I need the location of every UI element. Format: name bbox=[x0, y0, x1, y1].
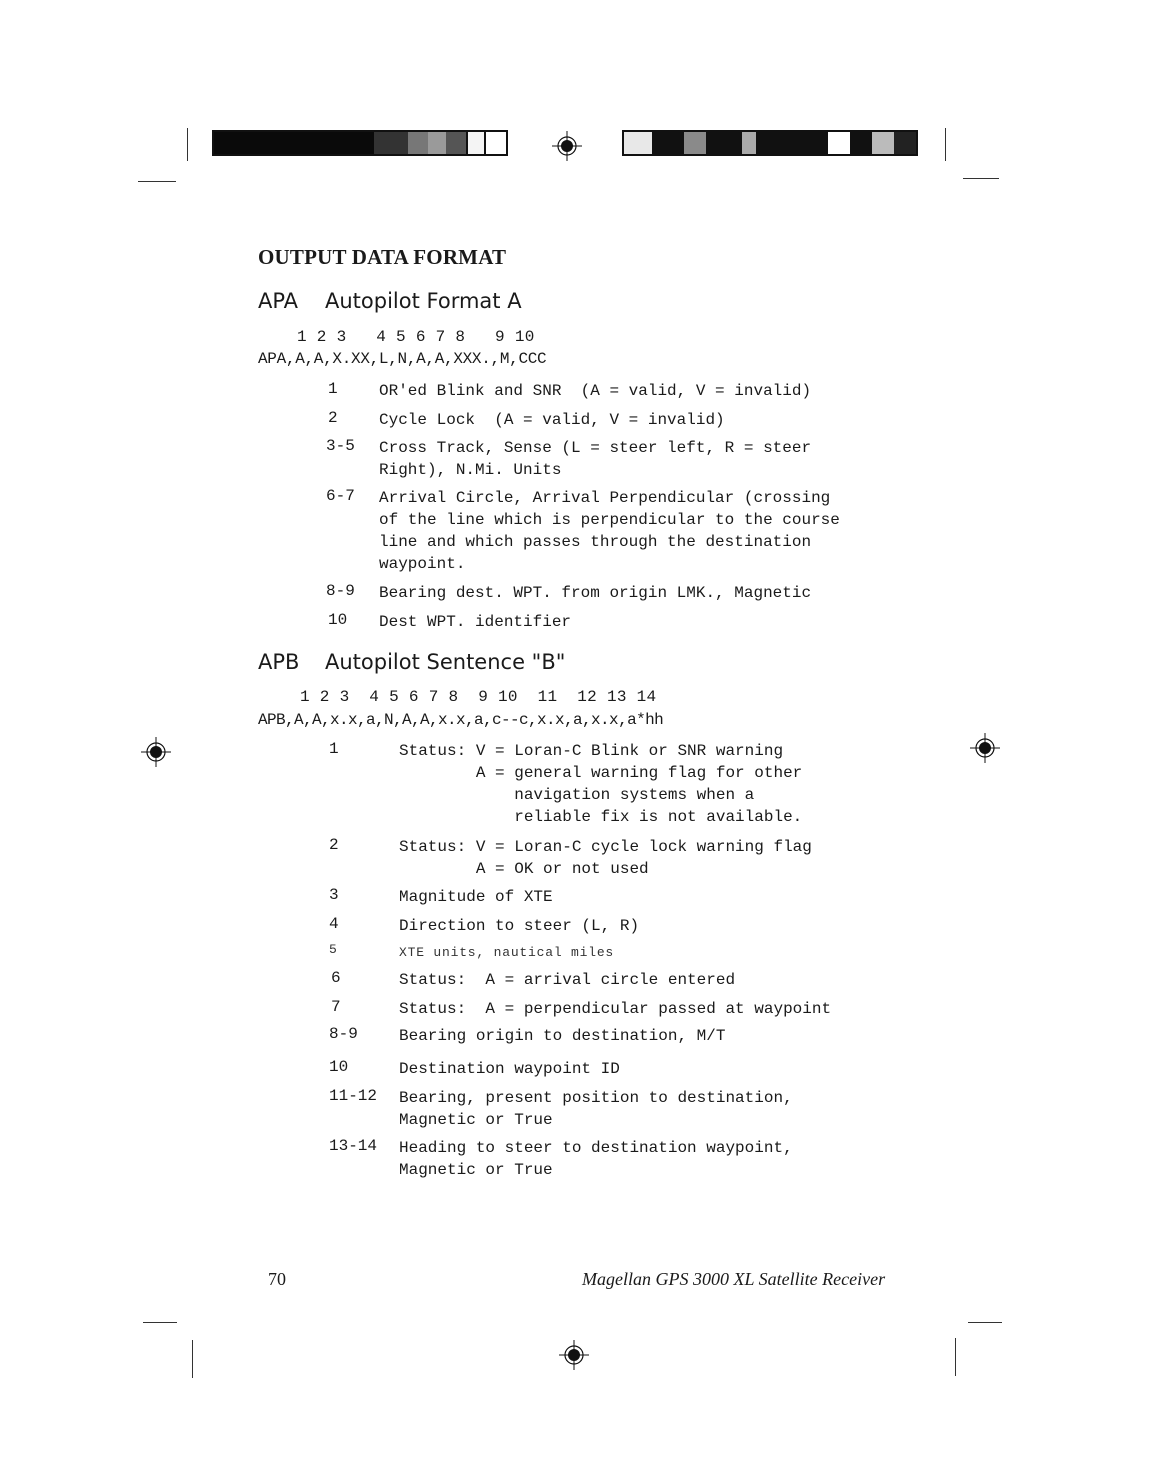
apa-item-number: 2 bbox=[328, 409, 338, 427]
apa-item-description: Dest WPT. identifier bbox=[379, 613, 572, 631]
crop-mark-bottom-left-horizontal bbox=[143, 1322, 177, 1323]
apb-item-description: Status: V = Loran-C Blink or SNR warning A = general warning flag for other navigation systems when a reliable fix is not available. bbox=[399, 742, 803, 826]
crop-mark-top-left-horizontal bbox=[138, 181, 176, 182]
apa-item-number: 8-9 bbox=[326, 582, 355, 600]
apb-item-description: Direction to steer (L, R) bbox=[399, 917, 640, 935]
apb-item-description: Heading to steer to destination waypoint, Magnetic or True bbox=[399, 1139, 793, 1179]
apb-item-description: Destination waypoint ID bbox=[399, 1060, 620, 1078]
apb-item-description: Status: A = perpendicular passed at waypoint bbox=[399, 1000, 832, 1018]
apb-sentence: APB,A,A,x.x,a,N,A,A,x.x,a,c--c,x.x,a,x.x,a*hh bbox=[258, 711, 664, 729]
apb-item-description: Magnitude of XTE bbox=[399, 888, 553, 906]
apa-item-description: Arrival Circle, Arrival Perpendicular (crossing of the line which is perpendicular to the course line and which passes through the destination waypoint. bbox=[379, 489, 840, 573]
apb-item-number: 6 bbox=[331, 969, 341, 987]
apb-item-number: 8-9 bbox=[329, 1025, 358, 1043]
apb-item-description: Status: A = arrival circle entered bbox=[399, 971, 736, 989]
apb-item-description: Bearing, present position to destination, Magnetic or True bbox=[399, 1089, 793, 1129]
page-heading: OUTPUT DATA FORMAT bbox=[258, 245, 507, 269]
apa-item-description: Bearing dest. WPT. from origin LMK., Magnetic bbox=[379, 584, 812, 602]
apb-field-numbers: 1 2 3 4 5 6 7 8 9 10 11 12 13 14 bbox=[300, 688, 657, 706]
apa-item-description: OR'ed Blink and SNR (A = valid, V = invalid) bbox=[379, 382, 812, 400]
apa-item-number: 1 bbox=[328, 380, 338, 398]
registration-target-bottom-icon bbox=[559, 1340, 589, 1370]
registration-target-right-icon bbox=[970, 733, 1000, 763]
crop-mark-bottom-right-vertical bbox=[955, 1338, 956, 1376]
registration-target-top-icon bbox=[552, 131, 582, 161]
apb-item-number: 3 bbox=[329, 886, 339, 904]
apa-item-number: 3-5 bbox=[326, 437, 355, 455]
registration-bar-left bbox=[212, 130, 508, 156]
page-number: 70 bbox=[268, 1269, 286, 1289]
apb-item-description: XTE units, nautical miles bbox=[399, 945, 615, 960]
apa-section-code: APA bbox=[258, 289, 299, 313]
apb-item-number: 11-12 bbox=[329, 1087, 378, 1105]
apb-section-code: APB bbox=[258, 650, 300, 674]
crop-mark-top-right-horizontal bbox=[963, 178, 999, 179]
crop-mark-bottom-right-horizontal bbox=[968, 1322, 1002, 1323]
apb-item-description: Status: V = Loran-C cycle lock warning flag A = OK or not used bbox=[399, 838, 812, 878]
apa-section-title: Autopilot Format A bbox=[325, 289, 522, 313]
apb-item-number: 10 bbox=[329, 1058, 349, 1076]
crop-mark-bottom-left-vertical bbox=[192, 1340, 193, 1378]
crop-mark-top-left-vertical bbox=[187, 128, 188, 161]
apa-field-numbers: 1 2 3 4 5 6 7 8 9 10 bbox=[297, 328, 535, 346]
apa-item-number: 10 bbox=[328, 611, 348, 629]
apb-item-description: Bearing origin to destination, M/T bbox=[399, 1027, 726, 1045]
apa-item-description: Cross Track, Sense (L = steer left, R = steer Right), N.Mi. Units bbox=[379, 439, 812, 479]
apb-item-number: 1 bbox=[329, 740, 339, 758]
apb-item-number: 4 bbox=[329, 915, 339, 933]
registration-bar-right bbox=[622, 130, 918, 156]
apa-item-number: 6-7 bbox=[326, 487, 355, 505]
apb-item-number: 7 bbox=[331, 998, 341, 1016]
registration-target-left-icon bbox=[141, 737, 171, 767]
apb-item-number: 13-14 bbox=[329, 1137, 378, 1155]
apa-item-description: Cycle Lock (A = valid, V = invalid) bbox=[379, 411, 725, 429]
crop-mark-top-right-vertical bbox=[945, 128, 946, 161]
book-title: Magellan GPS 3000 XL Satellite Receiver bbox=[582, 1269, 886, 1289]
apa-sentence: APA,A,A,X.XX,L,N,A,A,XXX.,M,CCC bbox=[258, 350, 547, 368]
apb-item-number: 5 bbox=[329, 942, 337, 957]
apb-section-title: Autopilot Sentence "B" bbox=[325, 650, 566, 674]
apb-item-number: 2 bbox=[329, 836, 339, 854]
